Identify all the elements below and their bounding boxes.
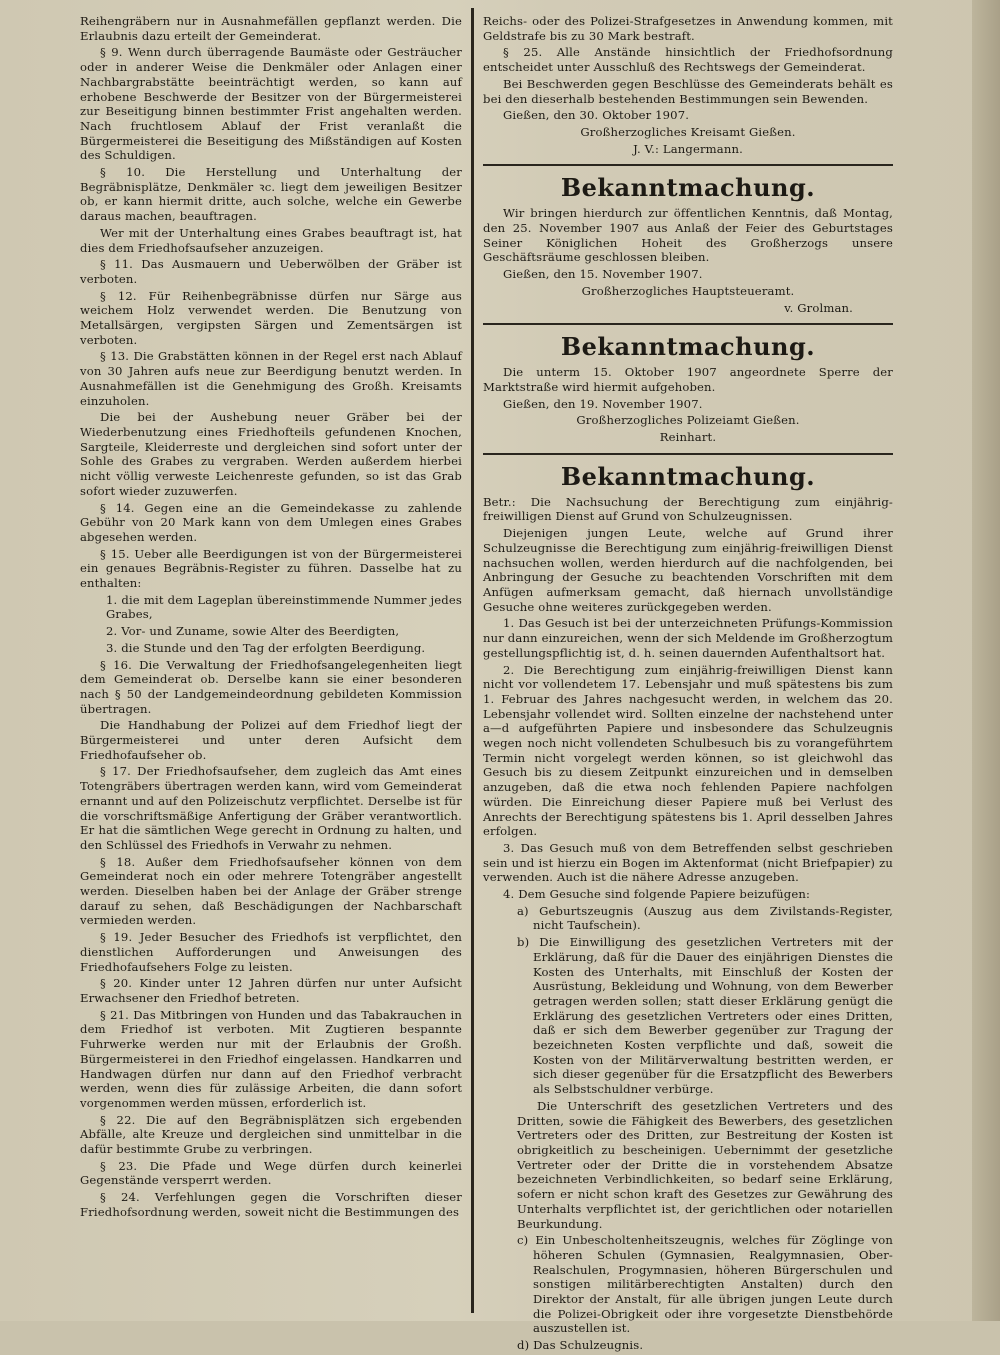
- page-edge: [972, 0, 1000, 1321]
- paragraph: Wir bringen hierdurch zur öffentlichen Kenntnis, daß Montag, den 25. November 1907 aus Anlaß der Feier des Geburtstages Seiner Königlichen Hoheit des Großherzogs unsere Geschäftsräume geschlossen bleiben.: [483, 206, 893, 265]
- notice-body: [483, 365, 893, 445]
- paragraph: § 10. Die Herstellung und Unterhaltung der Begräbnisplätze, Denkmäler ꝛc. liegt dem jeweiligen Besitzer ob, er kann hiermit dritte, auch solche, welche ein Gewerbe daraus machen, beauftragen.: [80, 165, 462, 224]
- paragraph: 2. Die Berechtigung zum einjährig-freiwilligen Dienst kann nicht vor vollendetem 17. Lebensjahr und muß spätestens bis zum 1. Februar des Jahres nachgesucht werden, in welchem das 20. Lebensjahr vollendet wird. Sollten einzelne der nachstehend unter a—d aufgeführten Papiere und insbesondere das Schulzeugnis wegen noch nicht vollendeten Schulbesuch bis zu vorangeführtem Termin nicht vorgelegt werden können, so ist gleichwohl das Gesuch bis zu diesem Zeitpunkt einzureichen und in demselben anzugeben, daß die etwa noch fehlenden Papiere nachfolgen würden. Die Einreichung dieser Papiere muß bei Verlust des Anrechts der Berechtigung spätestens bis 1. April desselben Jahres erfolgen.: [483, 662, 893, 839]
- paragraph: Die unterm 15. Oktober 1907 angeordnete Sperre der Marktstraße wird hiermit aufgehoben.: [483, 365, 893, 394]
- paragraph: § 18. Außer dem Friedhofsaufseher können von dem Gemeinderat noch ein oder mehrere Totengräber angestellt werden. Dieselben haben bei der Anlage der Gräber strenge darauf zu sehen, daß Beschädigungen der Nachbarschaft vermieden werden.: [80, 854, 462, 928]
- paragraph: § 24. Verfehlungen gegen die Vorschriften dieser Friedhofsordnung werden, soweit nicht die Bestimmungen des: [80, 1190, 462, 1219]
- paragraph: § 19. Jeder Besucher des Friedhofs ist verpflichtet, den dienstlichen Aufforderungen und Anweisungen des Friedhofaufsehers Folge zu leisten.: [80, 930, 462, 974]
- paragraph: 4. Dem Gesuche sind folgende Papiere beizufügen:: [503, 887, 811, 902]
- paragraph: Gießen, den 15. November 1907.: [503, 267, 703, 282]
- notice-military-service: [483, 453, 893, 1353]
- paragraph: Reichs- oder des Polizei-Strafgesetzes in Anwendung kommen, mit Geldstrafe bis zu 30 Mark bestraft.: [483, 14, 893, 43]
- paragraph: b) Die Einwilligung des gesetzlichen Vertreters mit der Erklärung, daß für die Dauer des einjährigen Dienstes die Kosten des Unterhalts, mit Einschluß der Kosten der Ausrüstung, Bekleidung und Wohnung, von dem Bewerber getragen werden sollen; statt dieser Erklärung genügt die Erklärung des gesetzlichen Vertreters oder eines Dritten, daß er sich dem Bewerber gegenüber zur Tragung der bezeichneten Kosten verpflichte und daß, soweit die Kosten von der Militärverwaltung bestritten werden, er sich dieser gegenüber für die Ersatzpflicht des Bewerbers als Selbstschuldner verbürge.: [517, 935, 893, 1097]
- paragraph: Reihengräbern nur in Ausnahmefällen gepflanzt werden. Die Erlaubnis dazu erteilt der Gemeinderat.: [80, 14, 462, 43]
- paragraph: Großherzogliches Polizeiamt Gießen.: [576, 413, 800, 428]
- paragraph: c) Ein Unbescholtenheitszeugnis, welches für Zöglinge von höheren Schulen (Gymnasien, Realgymnasien, Ober-Realschulen, Progymnasien, höheren Bürgerschulen und sonstigen militärberechtigten Anstalten) durch den Direktor der Anstalt, für alle übrigen jungen Leute durch die Polizei-Obrigkeit oder ihre vorgesetzte Dienstbehörde auszustellen ist.: [517, 1233, 893, 1336]
- notice-title: Bekanntmachung.: [560, 332, 816, 362]
- paragraph: § 13. Die Grabstätten können in der Regel erst nach Ablauf von 30 Jahren aufs neue zur Beerdigung benutzt werden. In Ausnahmefällen ist die Genehmigung des Großh. Kreisamts einzuholen.: [80, 349, 462, 408]
- notice-tax-office: [483, 164, 893, 315]
- paragraph: Wer mit der Unterhaltung eines Grabes beauftragt ist, hat dies dem Friedhofsaufseher anzuzeigen.: [80, 225, 462, 255]
- paragraph: 3. Das Gesuch muß von dem Betreffenden selbst geschrieben sein und ist hierzu ein Bogen im Aktenformat (nicht Briefpapier) zu verwenden. Auch ist die nähere Adresse anzugeben.: [483, 840, 893, 885]
- paragraph: Bei Beschwerden gegen Beschlüsse des Gemeinderats behält es bei den dieserhalb bestehenden Bestimmungen sein Bewenden.: [483, 76, 893, 106]
- paragraph: § 12. Für Reihenbegräbnisse dürfen nur Särge aus weichem Holz verwendet werden. Die Benutzung von Metallsärgen, vergipsten Särgen und Zementsärgen ist verboten.: [80, 288, 462, 347]
- paragraph: § 22. Die auf den Begräbnisplätzen sich ergebenden Abfälle, alte Kreuze und dergleichen sind unmittelbar in die dafür bestimmte Grube zu verbringen.: [80, 1112, 462, 1157]
- paragraph: Die bei der Aushebung neuer Gräber bei der Wiederbenutzung eines Friedhofteils gefundenen Knochen, Sargteile, Kleiderreste und dergleichen sind sofort unter der Sohle des Grabes zu vergraben. Werden außerdem hierbei nicht völlig verweste Leichenreste gefunden, so ist das Grab sofort wieder zuzuwerfen.: [80, 410, 462, 498]
- paragraph: § 11. Das Ausmauern und Ueberwölben der Gräber ist verboten.: [80, 257, 462, 286]
- paragraph: Diejenigen jungen Leute, welche auf Grund ihrer Schulzeugnisse die Berechtigung zum einjährig-freiwilligen Dienst nachsuchen wollen, werden hierdurch auf die nachfolgenden, bei Anbringung der Gesuche zu beachtenden Vorschriften mit dem Anfügen aufmerksam gemacht, daß hiernach unvollständige Gesuche ohne weiteres zurückgegeben werden.: [483, 526, 893, 614]
- notice-police-office: [483, 323, 893, 445]
- paragraph: Großherzogliches Kreisamt Gießen.: [580, 124, 796, 139]
- notice-title: Bekanntmachung.: [560, 173, 816, 203]
- paragraph: Gießen, den 19. November 1907.: [503, 396, 703, 411]
- paragraph: a) Geburtszeugnis (Auszug aus dem Zivilstands-Register, nicht Taufschein).: [517, 903, 893, 933]
- right-column: [483, 14, 893, 1355]
- paragraph: § 9. Wenn durch überragende Baumäste oder Gesträucher oder in anderer Weise die Denkmäler oder Anlagen einer Nachbargrabstätte beeinträchtigt werden, so kann auf erhobene Beschwerde der Besitzer von der Bürgermeisterei zur Beseitigung binnen bestimmter Frist angehalten werden. Nach fruchtlosem Ablauf der Frist veranlaßt die Bürgermeisterei die Beseitigung des Mißständigen auf Kosten des Schuldigen.: [80, 45, 462, 163]
- column-divider: [471, 8, 474, 1313]
- paragraph: § 23. Die Pfade und Wege dürfen durch keinerlei Gegenstände versperrt werden.: [80, 1158, 462, 1188]
- paragraph: § 21. Das Mitbringen von Hunden und das Tabakrauchen in dem Friedhof ist verboten. Mit Zugtieren bespannte Fuhrwerke werden nur mit der Erlaubnis der Großh. Bürgermeisterei in den Friedhof eingelassen. Handkarren und Handwagen dürfen nur dann auf den Friedhof verbracht werden, wenn dies für zulässige Arbeiten, die dann sofort vorgenommen werden müssen, erforderlich ist.: [80, 1007, 462, 1110]
- paragraph: § 14. Gegen eine an die Gemeindekasse zu zahlende Gebühr von 20 Mark kann von dem Umlegen eines Grabes abgesehen werden.: [80, 500, 462, 544]
- paragraph: Die Unterschrift des gesetzlichen Vertreters und des Dritten, sowie die Fähigkeit des Bewerbers, des gesetzlichen Vertreters oder des Dritten, zur Bestreitung der Kosten ist obrigkeitlich zu bescheinigen. Uebernimmt der gesetzliche Vertreter oder der Dritte die in vorstehendem Absatze bezeichneten Verbindlichkeiten, so bedarf seine Erklärung, sofern er nicht schon kraft des Gesetzes zur Gewährung des Unterhalts verpflichtet ist, der gerichtlichen oder notariellen Beurkundung.: [517, 1098, 893, 1231]
- paragraph: § 20. Kinder unter 12 Jahren dürfen nur unter Aufsicht Erwachsener den Friedhof betreten.: [80, 976, 462, 1005]
- paragraph: Die Handhabung der Polizei auf dem Friedhof liegt der Bürgermeisterei und unter deren Aufsicht dem Friedhofaufseher ob.: [80, 718, 462, 762]
- paragraph: Großherzogliches Hauptsteueramt.: [581, 283, 795, 298]
- left-column: [80, 14, 462, 1222]
- paragraph: Gießen, den 30. Oktober 1907.: [503, 108, 690, 123]
- paragraph: 1. die mit dem Lageplan übereinstimmende Nummer jedes Grabes,: [106, 592, 462, 622]
- paragraph: § 15. Ueber alle Beerdigungen ist von der Bürgermeisterei ein genaues Begräbnis-Register zu führen. Dasselbe hat zu enthalten:: [80, 546, 462, 591]
- paragraph: Betr.: Die Nachsuchung der Berechtigung zum einjährig-freiwilligen Dienst auf Grund von Schulzeugnissen.: [483, 494, 893, 524]
- paragraph: § 16. Die Verwaltung der Friedhofsangelegenheiten liegt dem Gemeinderat ob. Derselbe kann sie einer besonderen nach § 50 der Landgemeindeordnung gebildeten Kommission übertragen.: [80, 657, 462, 716]
- notice-body: [483, 206, 893, 315]
- paragraph: v. Grolman.: [784, 300, 853, 315]
- paragraph: J. V.: Langermann.: [633, 141, 743, 156]
- paragraph: 1. Das Gesuch ist bei der unterzeichneten Prüfungs-Kommission nur dann einzureichen, wenn der sich Meldende im Großherzogtum gestellungspflichtig ist, d. h. seinen dauernden Aufenthaltsort hat.: [483, 616, 893, 660]
- paragraph: d) Das Schulzeugnis.: [517, 1338, 644, 1353]
- paragraph: 2. Vor- und Zuname, sowie Alter des Beerdigten,: [106, 624, 400, 639]
- cemetery-ordinance-end: [483, 14, 893, 156]
- paragraph: § 17. Der Friedhofsaufseher, dem zugleich das Amt eines Totengräbers übertragen werden kann, wird vom Gemeinderat ernannt und auf den Polizeischutz verpflichtet. Derselbe ist für die vorschriftsmäßige Anfertigung der Gräber verantwortlich. Er hat die sämtlichen Wege gerecht in Ordnung zu halten, und den Schlüssel des Friedhofs in Verwahr zu nehmen.: [80, 764, 462, 852]
- paragraph: § 25. Alle Anstände hinsichtlich der Friedhofsordnung entscheidet unter Ausschluß des Rechtswegs der Gemeinderat.: [483, 45, 893, 75]
- paragraph: 3. die Stunde und den Tag der erfolgten Beerdigung.: [106, 640, 426, 655]
- paragraph: Reinhart.: [659, 430, 717, 445]
- notice-body: [483, 495, 893, 1353]
- notice-title: Bekanntmachung.: [560, 461, 816, 491]
